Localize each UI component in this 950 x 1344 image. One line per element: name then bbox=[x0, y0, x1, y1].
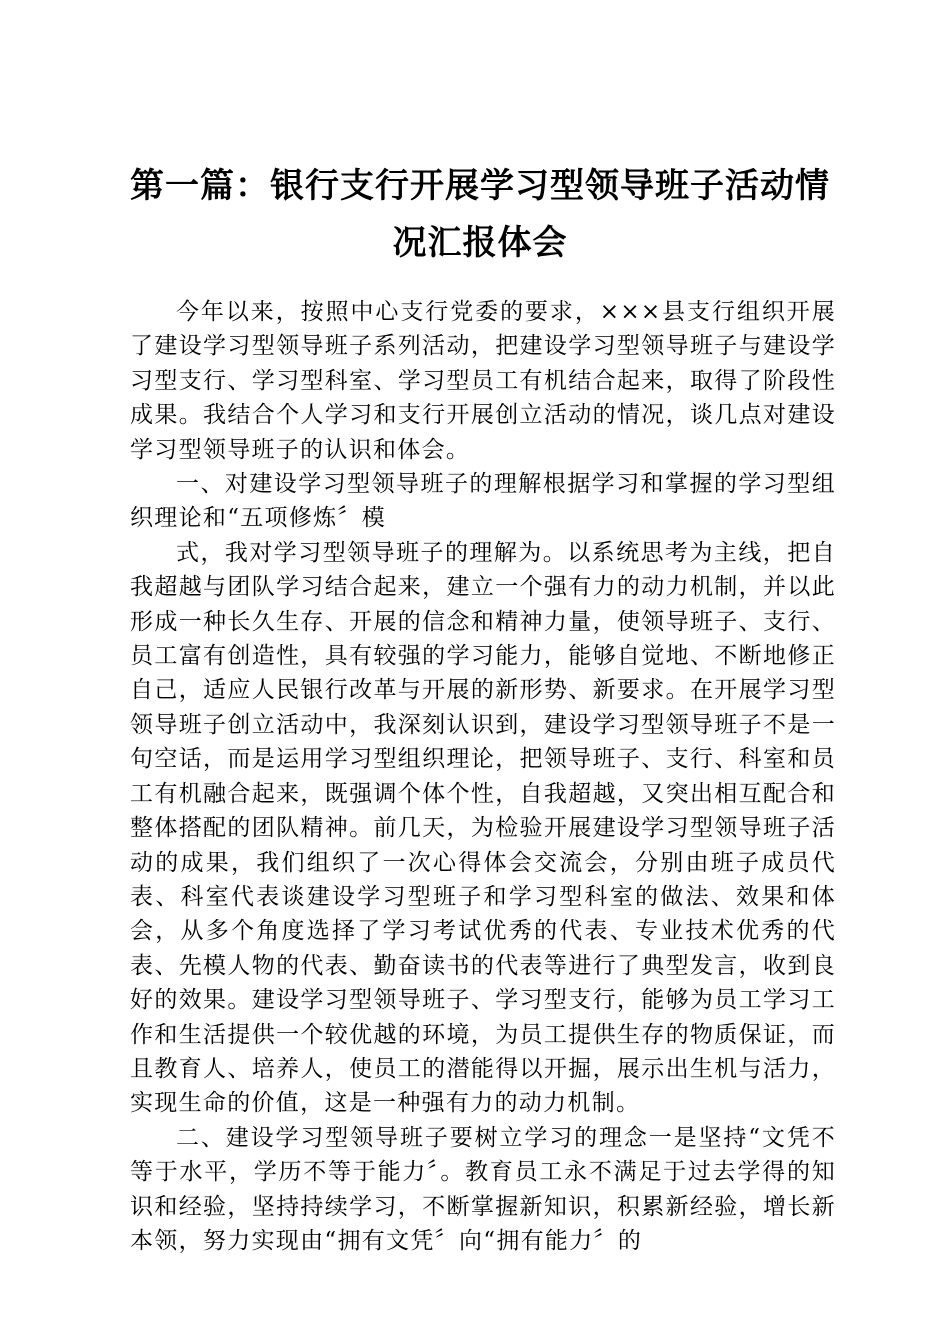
document-title: 第一篇：银行支行开展学习型领导班子活动情况汇报体会 bbox=[130, 166, 830, 263]
paragraph-section-one-heading: 一、对建设学习型领导班子的理解根据学习和掌握的学习型组织理论和“五项修炼〞模 bbox=[130, 471, 836, 532]
document-body bbox=[130, 295, 836, 1258]
paragraph-intro: 今年以来，按照中心支行党委的要求，×××县支行组织开展了建设学习型领导班子系列活动，把建设学习型领导班子与建设学习型支行、学习型科室、学习型员工有机结合起来，取得了阶段性成果。我结合个人学习和支行开展创立活动的情况，谈几点对建设学习型领导班子的认识和体会。 bbox=[130, 299, 836, 463]
paragraph-section-two: 二、建设学习型领导班子要树立学习的理念一是坚持“文凭不等于水平，学历不等于能力〞。教育员工永不满足于过去学得的知识和经验，坚持持续学习，不断掌握新知识，积累新经验，增长新本领，努力实现由“拥有文凭〞向“拥有能力〞的 bbox=[130, 1124, 836, 1254]
paragraph-section-one-body: 式，我对学习型领导班子的理解为。以系统思考为主线，把自我超越与团队学习结合起来，建立一个强有力的动力机制，并以此形成一种长久生存、开展的信念和精神力量，使领导班子、支行、员工富有创造性，具有较强的学习能力，能够自觉地、不断地修正自己，适应人民银行改革与开展的新形势、新要求。在开展学习型领导班子创立活动中，我深刻认识到，建设学习型领导班子不是一句空话，而是运用学习型组织理论，把领导班子、支行、科室和员工有机融合起来，既强调个体个性，自我超越，又突出相互配合和整体搭配的团队精神。前几天，为检验开展建设学习型领导班子活动的成果，我们组织了一次心得体会交流会，分别由班子成员代表、科室代表谈建设学习型班子和学习型科室的做法、效果和体会，从多个角度选择了学习考试优秀的代表、专业技术优秀的代表、先模人物的代表、勤奋读书的代表等进行了典型发言，收到良好的效果。建设学习型领导班子、学习型支行，能够为员工学习工作和生活提供一个较优越的环境，为员工提供生存的物质保证，而且教育人、培养人，使员工的潜能得以开掘，展示出生机与活力，实现生命的价值，这是一种强有力的动力机制。 bbox=[130, 539, 836, 1117]
